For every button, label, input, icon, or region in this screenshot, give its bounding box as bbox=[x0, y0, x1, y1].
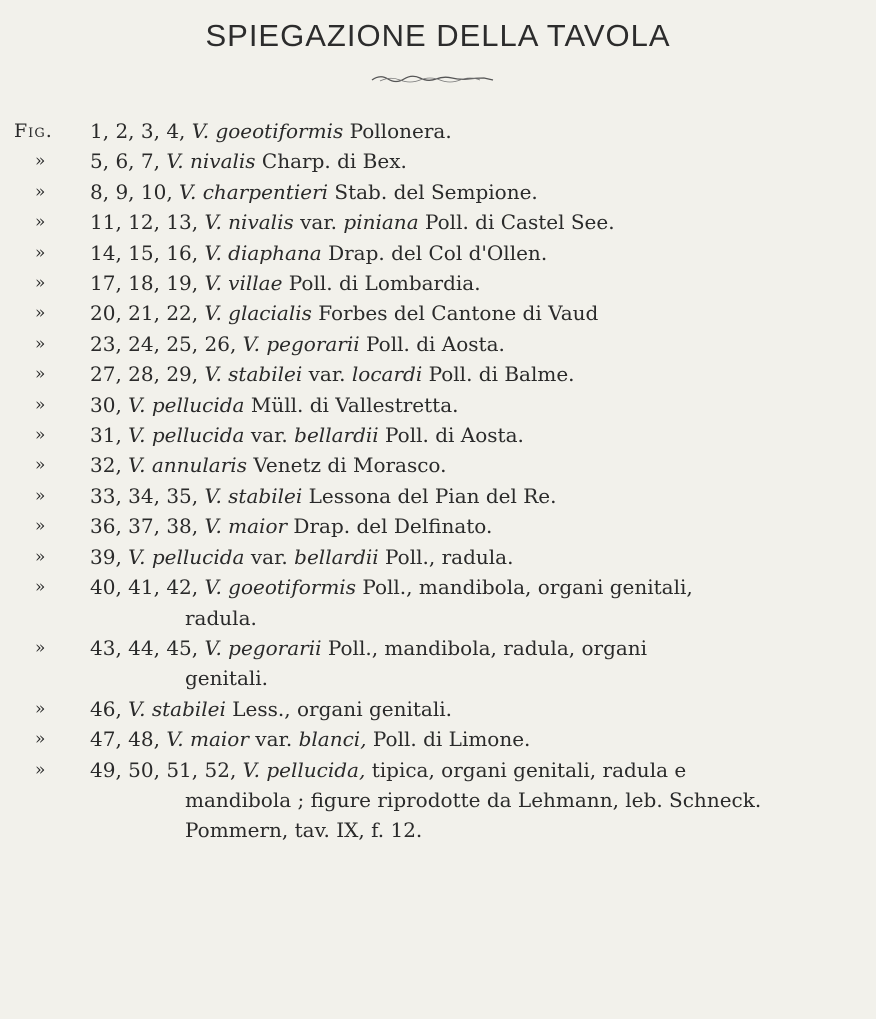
species-name: annularis bbox=[151, 453, 247, 478]
genus-abbrev: V. bbox=[204, 514, 222, 539]
entry-text bbox=[90, 329, 840, 359]
genus-abbrev: V. bbox=[204, 575, 222, 600]
entry-description: Poll., mandibola, radula, organi bbox=[327, 635, 648, 660]
figure-numbers: 30, bbox=[90, 392, 122, 417]
ditto-mark: » bbox=[35, 212, 46, 233]
entry-text bbox=[90, 268, 840, 298]
species-name: goeotiformis bbox=[228, 575, 356, 600]
figure-numbers: 23, 24, 25, 26, bbox=[90, 331, 237, 356]
genus-abbrev: V. bbox=[128, 453, 146, 478]
species-name: maior bbox=[228, 514, 288, 539]
species-name: stabilei bbox=[228, 362, 303, 387]
figure-numbers: 17, 18, 19, bbox=[90, 271, 199, 296]
genus-abbrev: V. bbox=[242, 331, 260, 356]
entry-description: Drap. del Delfinato. bbox=[293, 514, 493, 539]
ditto-mark: » bbox=[35, 333, 46, 354]
entry-text bbox=[90, 298, 840, 328]
page-title: SPIEGAZIONE DELLA TAVOLA bbox=[205, 18, 671, 53]
entry-description: var. bbox=[255, 727, 293, 752]
legend-entry bbox=[0, 755, 876, 846]
legend-entry bbox=[0, 298, 876, 328]
ditto-mark: » bbox=[35, 698, 46, 719]
species-name: charpentieri bbox=[202, 179, 329, 204]
entry-description: Charp. di Bex. bbox=[261, 149, 407, 174]
figure-numbers: 20, 21, 22, bbox=[90, 301, 199, 326]
ditto-mark: » bbox=[35, 637, 46, 658]
entry-description: Müll. di Vallestretta. bbox=[250, 392, 459, 417]
entry-description-cont: Poll. di Castel See. bbox=[424, 210, 615, 235]
legend-entry bbox=[0, 268, 876, 298]
legend-entry bbox=[0, 207, 876, 237]
entry-description: var. bbox=[250, 544, 288, 569]
genus-abbrev: V. bbox=[204, 240, 222, 265]
entry-continuation: radula. bbox=[185, 605, 257, 630]
legend-entry bbox=[0, 420, 876, 450]
figure-numbers: 5, 6, 7, bbox=[90, 149, 160, 174]
entry-text bbox=[90, 177, 840, 207]
genus-abbrev: V. bbox=[204, 301, 222, 326]
figure-numbers: 46, bbox=[90, 696, 122, 721]
legend-entry bbox=[0, 359, 876, 389]
entry-description-cont: Poll., radula. bbox=[385, 544, 514, 569]
species-name: pellucida, bbox=[266, 757, 366, 782]
variety-name: bellardii bbox=[294, 544, 379, 569]
entry-continuation: mandibola ; figure riprodotte da Lehmann, leb. Schneck. bbox=[185, 787, 762, 812]
species-name: pegorarii bbox=[266, 331, 360, 356]
genus-abbrev: V. bbox=[204, 635, 222, 660]
legend-entry bbox=[0, 116, 876, 146]
figure-numbers: 1, 2, 3, 4, bbox=[90, 119, 186, 143]
legend-entry bbox=[0, 633, 876, 694]
entry-text bbox=[90, 116, 840, 146]
entry-description: Less., organi genitali. bbox=[232, 696, 452, 721]
entry-description: Poll., mandibola, organi genitali, bbox=[362, 575, 693, 600]
legend-entry bbox=[0, 450, 876, 480]
variety-name: bellardii bbox=[294, 423, 379, 448]
figure-numbers: 49, 50, 51, 52, bbox=[90, 757, 237, 782]
ditto-mark: » bbox=[35, 181, 46, 202]
species-name: nivalis bbox=[228, 210, 294, 235]
entry-description-cont: Poll. di Aosta. bbox=[385, 423, 524, 448]
genus-abbrev: V. bbox=[204, 210, 222, 235]
entry-description: Pollonera. bbox=[349, 119, 452, 143]
entry-text bbox=[90, 633, 840, 694]
figure-numbers: 31, bbox=[90, 423, 122, 448]
entry-text bbox=[90, 511, 840, 541]
entry-continuation: Pommern, tav. IX, f. 12. bbox=[185, 818, 423, 843]
species-name: pegorarii bbox=[228, 635, 322, 660]
figure-numbers: 36, 37, 38, bbox=[90, 514, 199, 539]
entry-text bbox=[90, 481, 840, 511]
entry-description: tipica, organi genitali, radula e bbox=[371, 757, 687, 782]
figure-legend-list bbox=[0, 116, 876, 846]
ditto-mark: » bbox=[35, 455, 46, 476]
entry-text bbox=[90, 238, 840, 268]
figure-numbers: 47, 48, bbox=[90, 727, 160, 752]
ditto-mark: » bbox=[35, 242, 46, 263]
species-name: diaphana bbox=[228, 240, 322, 265]
entry-description-cont: Poll. di Balme. bbox=[428, 362, 575, 387]
ditto-mark: » bbox=[35, 759, 46, 780]
legend-entry bbox=[0, 694, 876, 724]
species-name: nivalis bbox=[190, 149, 256, 174]
entry-description: var. bbox=[308, 362, 346, 387]
variety-name: locardi bbox=[351, 362, 423, 387]
ditto-mark: » bbox=[35, 577, 46, 598]
legend-entry bbox=[0, 724, 876, 754]
decorative-wavy-rule bbox=[370, 70, 495, 86]
entry-text bbox=[90, 755, 840, 846]
entry-text bbox=[90, 390, 840, 420]
species-name: glacialis bbox=[228, 301, 312, 326]
legend-entry bbox=[0, 329, 876, 359]
ditto-mark: » bbox=[35, 516, 46, 537]
entry-text bbox=[90, 420, 840, 450]
figure-numbers: 43, 44, 45, bbox=[90, 635, 199, 660]
entry-text bbox=[90, 724, 840, 754]
legend-entry bbox=[0, 542, 876, 572]
entry-description: var. bbox=[300, 210, 338, 235]
genus-abbrev: V. bbox=[166, 149, 184, 174]
entry-text bbox=[90, 359, 840, 389]
variety-name: blanci, bbox=[298, 727, 367, 752]
species-name: maior bbox=[190, 727, 249, 752]
legend-entry bbox=[0, 390, 876, 420]
ditto-mark: » bbox=[35, 151, 46, 172]
entry-description-cont: Poll. di Limone. bbox=[372, 727, 531, 752]
genus-abbrev: V. bbox=[166, 727, 184, 752]
entry-description: var. bbox=[250, 423, 288, 448]
genus-abbrev: V. bbox=[128, 423, 146, 448]
legend-entry bbox=[0, 146, 876, 176]
species-name: pellucida bbox=[151, 544, 245, 569]
ditto-mark: » bbox=[35, 425, 46, 446]
genus-abbrev: V. bbox=[204, 271, 222, 296]
entry-text bbox=[90, 207, 840, 237]
ditto-mark: » bbox=[35, 729, 46, 750]
species-name: pellucida bbox=[151, 423, 245, 448]
genus-abbrev: V. bbox=[191, 119, 210, 143]
entry-description: Lessona del Pian del Re. bbox=[308, 483, 557, 508]
figure-numbers: 40, 41, 42, bbox=[90, 575, 199, 600]
entry-text bbox=[90, 572, 840, 633]
variety-name: piniana bbox=[343, 210, 419, 235]
fig-label: Fig. bbox=[14, 120, 53, 142]
species-name: goeotiformis bbox=[215, 119, 344, 143]
entry-continuation: genitali. bbox=[185, 666, 269, 691]
figure-numbers: 11, 12, 13, bbox=[90, 210, 199, 235]
entry-text bbox=[90, 146, 840, 176]
ditto-mark: » bbox=[35, 485, 46, 506]
genus-abbrev: V. bbox=[204, 483, 222, 508]
legend-entry bbox=[0, 481, 876, 511]
figure-numbers: 27, 28, 29, bbox=[90, 362, 199, 387]
entry-text bbox=[90, 542, 840, 572]
genus-abbrev: V. bbox=[242, 757, 260, 782]
figure-numbers: 14, 15, 16, bbox=[90, 240, 199, 265]
legend-entry bbox=[0, 511, 876, 541]
figure-numbers: 32, bbox=[90, 453, 122, 478]
ditto-mark: » bbox=[35, 303, 46, 324]
legend-entry bbox=[0, 238, 876, 268]
ditto-mark: » bbox=[35, 546, 46, 567]
species-name: stabilei bbox=[151, 696, 226, 721]
entry-description: Stab. del Sempione. bbox=[334, 179, 538, 204]
legend-entry bbox=[0, 572, 876, 633]
genus-abbrev: V. bbox=[128, 696, 146, 721]
genus-abbrev: V. bbox=[179, 179, 197, 204]
ditto-mark: » bbox=[35, 364, 46, 385]
genus-abbrev: V. bbox=[128, 392, 146, 417]
entry-description: Poll. di Lombardia. bbox=[288, 271, 481, 296]
entry-description: Drap. del Col d'Ollen. bbox=[328, 240, 548, 265]
figure-numbers: 8, 9, 10, bbox=[90, 179, 173, 204]
entry-description: Forbes del Cantone di Vaud bbox=[318, 301, 599, 326]
entry-description: Venetz di Morasco. bbox=[253, 453, 447, 478]
legend-entry bbox=[0, 177, 876, 207]
entry-text bbox=[90, 694, 840, 724]
genus-abbrev: V. bbox=[204, 362, 222, 387]
entry-text bbox=[90, 450, 840, 480]
ditto-mark: » bbox=[35, 273, 46, 294]
genus-abbrev: V. bbox=[128, 544, 146, 569]
species-name: villae bbox=[228, 271, 283, 296]
figure-numbers: 39, bbox=[90, 544, 122, 569]
ditto-mark: » bbox=[35, 394, 46, 415]
species-name: pellucida bbox=[151, 392, 245, 417]
entry-description: Poll. di Aosta. bbox=[366, 331, 505, 356]
species-name: stabilei bbox=[228, 483, 303, 508]
figure-numbers: 33, 34, 35, bbox=[90, 483, 199, 508]
